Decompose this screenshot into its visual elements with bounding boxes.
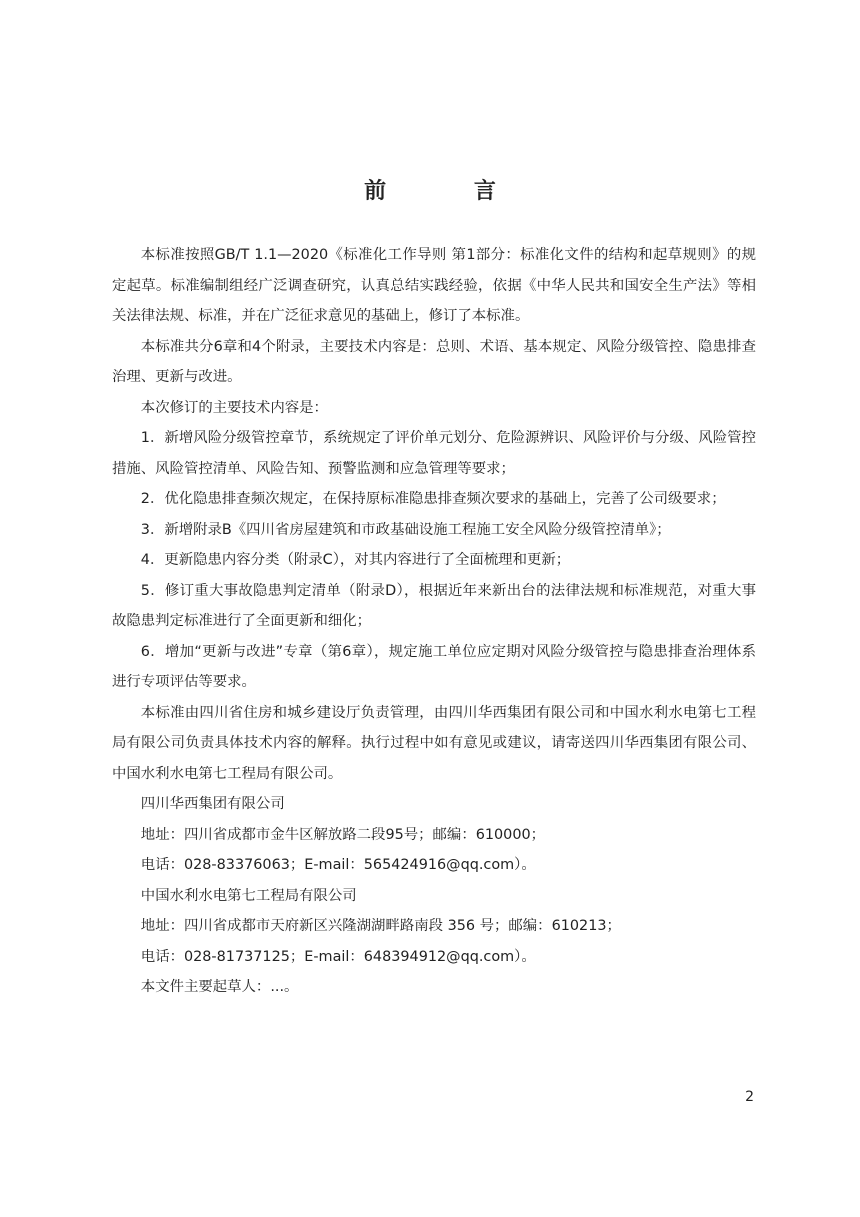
paragraph-management: 本标准由四川省住房和城乡建设厅负责管理，由四川华西集团有限公司和中国水利水电第七工程局有限公司负责具体技术内容的解释。执行过程中如有意见或建议，请寄送四川华西集团有限公司、中国水利水电第七工程局有限公司。 <box>112 704 756 782</box>
org-2-name: 中国水利水电第七工程局有限公司 <box>140 887 357 904</box>
paragraph-revision-intro: 本次修订的主要技术内容是： <box>140 399 328 416</box>
paragraph-chapters: 本标准共分6章和4个附录，主要技术内容是：总则、术语、基本规定、风险分级管控、隐患排查治理、更新与改进。 <box>112 338 756 385</box>
page-title: 前 言 <box>364 179 536 204</box>
revision-item-5: 5．修订重大事故隐患判定清单（附录D），根据近年来新出台的法律法规和标准规范，对重大事故隐患判定标准进行了全面更新和细化； <box>112 582 756 629</box>
revision-item-2: 2．优化隐患排查频次规定，在保持原标准隐患排查频次要求的基础上，完善了公司级要求； <box>140 491 726 507</box>
org-1-name: 四川华西集团有限公司 <box>140 796 285 812</box>
revision-item-1: 1．新增风险分级管控章节，系统规定了评价单元划分、危险源辨识、风险评价与分级、风险管控措施、风险管控清单、风险告知、预警监测和应急管理等要求； <box>112 430 756 477</box>
org-2-address: 地址：四川省成都市天府新区兴隆湖湖畔路南段 356 号；邮编：610213； <box>140 918 621 934</box>
page-number: 2 <box>745 1089 754 1105</box>
revision-item-3: 3．新增附录B《四川省房屋建筑和市政基础设施工程施工安全风险分级管控清单》； <box>140 521 671 538</box>
paragraph-standard-basis: 本标准按照GB/T 1.1—2020《标准化工作导则 第1部分：标准化文件的结构和起草规则》的规定起草。标准编制组经广泛调查研究，认真总结实践经验，依据《中华人民共和国安全生产法》等相关法律法规、标准，并在广泛征求意见的基础上，修订了本标准。 <box>112 247 756 324</box>
org-1-address: 地址：四川省成都市金牛区解放路二段95号；邮编：610000； <box>140 826 546 843</box>
org-2-contact: 电话：028-81737125；E-mail：648394912@qq.com）。 <box>140 948 536 965</box>
drafters: 本文件主要起草人：...。 <box>140 979 299 995</box>
revision-item-6: 6．增加“更新与改进”专章（第6章），规定施工单位应定期对风险分级管控与隐患排查治理体系进行专项评估等要求。 <box>112 643 756 690</box>
org-1-contact: 电话：028-83376063；E-mail：565424916@qq.com）。 <box>140 857 536 873</box>
revision-item-4: 4．更新隐患内容分类（附录C），对其内容进行了全面梳理和更新； <box>140 552 571 568</box>
document-body <box>112 240 756 1003</box>
